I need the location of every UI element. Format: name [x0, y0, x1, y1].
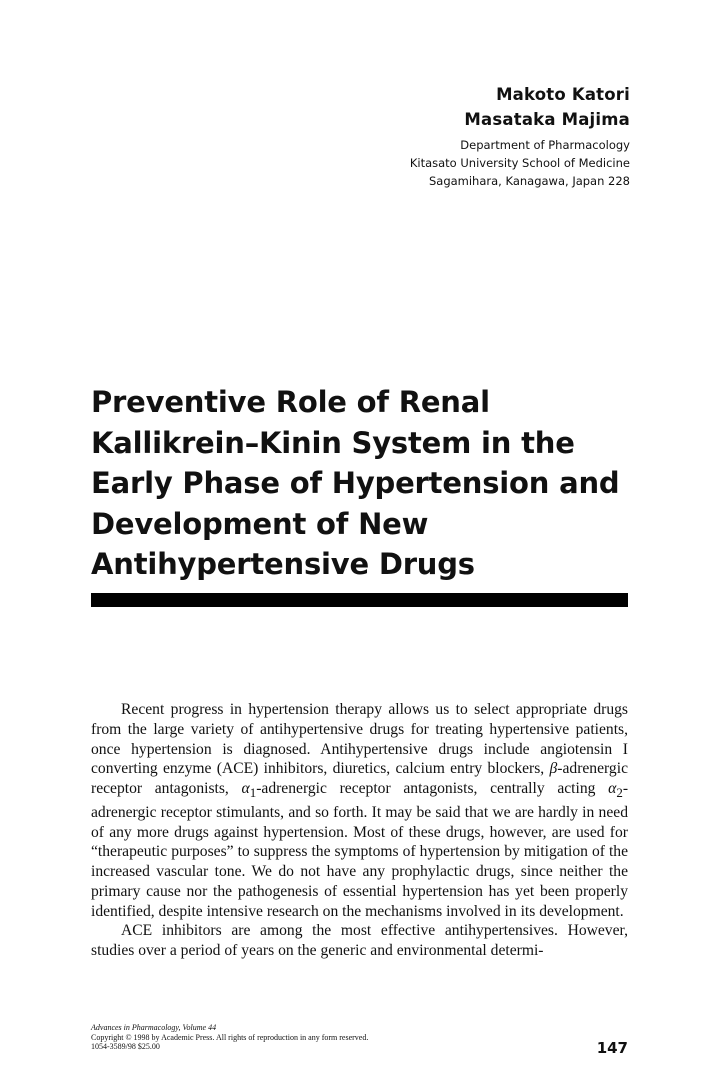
title-line: Antihypertensive Drugs: [91, 547, 475, 581]
title-line: Development of New: [91, 506, 429, 541]
affiliation: [410, 136, 630, 190]
copyright-notice: Copyright © 1998 by Academic Press. All rights of reproduction in any form reserved.: [91, 1032, 369, 1042]
affiliation-school: Kitasato University School of Medicine: [409, 156, 630, 170]
subscript-2: 2: [616, 785, 623, 801]
publication-info: [91, 1023, 628, 1052]
alpha-symbol: α: [608, 780, 617, 797]
paragraph-1-part-c: -adrenergic receptor antagonists, centrally acting: [256, 780, 609, 797]
issn-price: 1054-3589/98 $25.00: [91, 1042, 160, 1051]
affiliation-location: Sagamihara, Kanagawa, Japan 228: [428, 174, 630, 188]
page-number: 147: [596, 1039, 628, 1057]
title-rule: [91, 593, 628, 607]
paragraph-1: [91, 700, 628, 921]
body-text: [91, 700, 628, 961]
author-name-1: Makoto Katori: [496, 85, 630, 104]
paragraph-1-part-d: -adrenergic receptor stimulants, and so forth. It may be said that we are hardly in need of any more drugs against hypertension. Most of these drugs, however, are used for “therapeutic purposes” to suppress the symptoms of hypertension by mitigation of the increased vascular tone. We do not have any prophylactic drugs, since neither the primary cause nor the pathogenesis of essential hypertension has yet been properly identified, despite intensive research on the mechanisms involved in its development.: [91, 780, 629, 920]
page-footer: [91, 1023, 628, 1057]
alpha-symbol: α: [241, 780, 250, 797]
title-line: Kallikrein–Kinin System in the: [91, 425, 575, 460]
paragraph-1-part-b: -adrenergic receptor antagonists,: [91, 760, 628, 797]
beta-symbol: β: [549, 760, 558, 778]
subscript-1: 1: [249, 785, 257, 801]
author-name-2: Masataka Majima: [464, 110, 630, 129]
title-line: Preventive Role of Renal: [91, 385, 490, 419]
journal-volume: Advances in Pharmacology, Volume 44: [91, 1023, 217, 1032]
chapter-title: [91, 382, 651, 585]
paragraph-2: ACE inhibitors are among the most effective antihypertensives. However, studies over a period of years on the generic and environmental determi-: [91, 922, 628, 960]
author-block: [410, 82, 630, 190]
affiliation-department: Department of Pharmacology: [460, 138, 630, 152]
title-line: Early Phase of Hypertension and: [91, 466, 620, 500]
paragraph-1-part-a: Recent progress in hypertension therapy allows us to select appropriate drugs from the large variety of antihypertensive drugs for treating hypertensive patients, once hypertension is diagnosed. Antihypertensive drugs include angiotensin I converting enzyme (ACE) inhibitors, diuretics, calcium entry blockers,: [91, 701, 628, 778]
